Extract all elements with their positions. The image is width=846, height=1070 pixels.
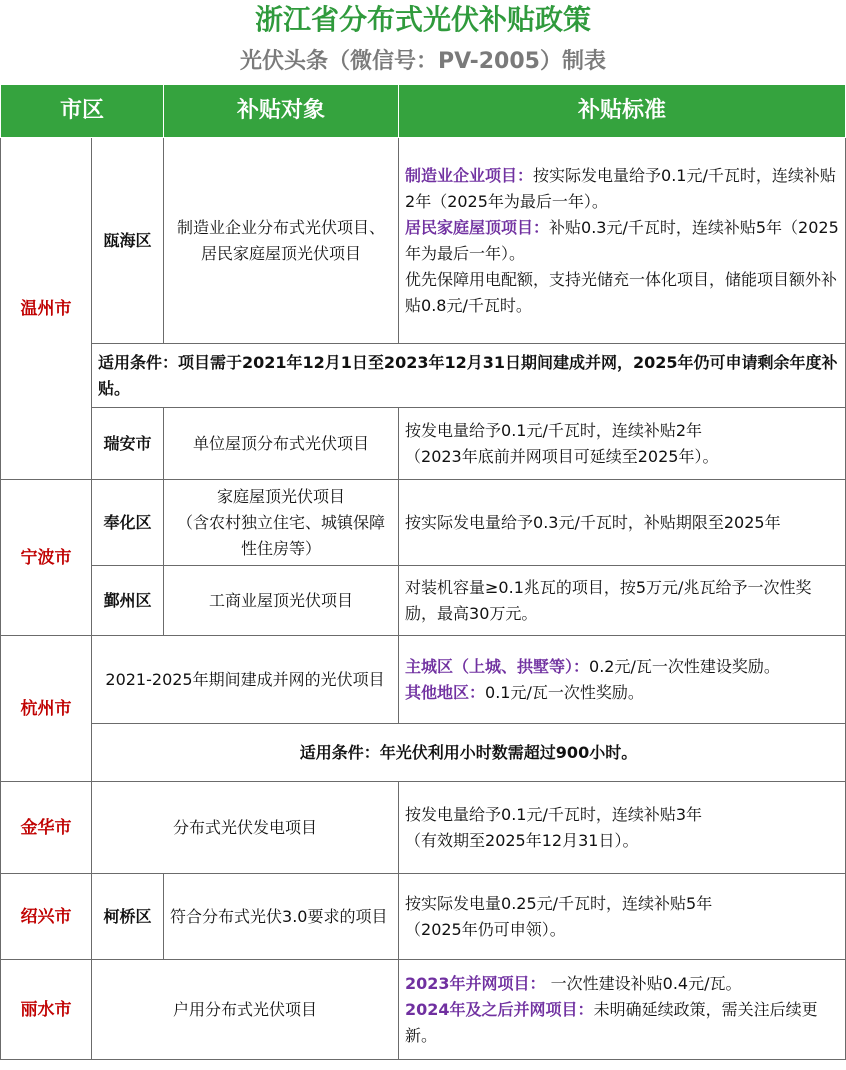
page-subtitle: 光伏头条（微信号：PV-2005）制表 [240, 49, 606, 74]
target-jinhua: 分布式光伏发电项目 [92, 782, 399, 874]
city-ningbo: 宁波市 [1, 480, 92, 636]
standard-ouhai [399, 138, 846, 344]
text-2023-projects: 一次性建设补贴0.4元/瓦。 [545, 973, 742, 993]
district-fenghua: 奉化区 [92, 480, 164, 566]
target-fenghua-line1: 家庭屋顶光伏项目 [217, 486, 346, 506]
header-target: 补贴对象 [164, 85, 399, 138]
city-shaoxing: 绍兴市 [1, 874, 92, 960]
target-fenghua-line2: （含农村独立住宅、城镇保障性住房等） [177, 512, 386, 558]
standard-jinhua-line1: 按发电量给予0.1元/千瓦时，连续补贴3年 [405, 804, 703, 824]
standard-jinhua [399, 782, 846, 874]
label-other-district: 其他地区： [405, 682, 486, 702]
label-2023-projects: 2023年并网项目： [405, 973, 546, 993]
table-row [1, 724, 846, 782]
standard-shaoxing [399, 874, 846, 960]
standard-ruian [399, 408, 846, 480]
table-row [1, 960, 846, 1060]
target-hangzhou: 2021-2025年期间建成并网的光伏项目 [92, 636, 399, 724]
standard-jinhua-line2: （有效期至2025年12月31日）。 [405, 830, 639, 850]
standard-fenghua: 按实际发电量给予0.3元/千瓦时，补贴期限至2025年 [399, 480, 846, 566]
table-row [1, 480, 846, 566]
subsidy-table [0, 84, 846, 1060]
standard-shaoxing-line2: （2025年仍可申领）。 [405, 919, 566, 939]
city-wenzhou: 温州市 [1, 138, 92, 480]
text-manufacturing: 按实际发电量给予0.1元/千瓦时，连续补贴2年（2025年为最后一年）。 [405, 165, 836, 211]
header-region: 市区 [1, 85, 164, 138]
table-row [1, 566, 846, 636]
city-lishui: 丽水市 [1, 960, 92, 1060]
text-other-district: 0.1元/瓦一次性奖励。 [485, 682, 644, 702]
table-row [1, 636, 846, 724]
target-lishui: 户用分布式光伏项目 [92, 960, 399, 1060]
district-ouhai: 瓯海区 [92, 138, 164, 344]
condition-hangzhou: 适用条件：年光伏利用小时数需超过900小时。 [92, 724, 846, 782]
condition-wenzhou: 适用条件：项目需于2021年12月1日至2023年12月31日期间建成并网，2025年仍可申请剩余年度补贴。 [92, 344, 846, 408]
label-2024-projects: 2024年及之后并网项目： [405, 999, 594, 1019]
target-ruian: 单位屋顶分布式光伏项目 [164, 408, 399, 480]
table-row [1, 408, 846, 480]
target-ouhai: 制造业企业分布式光伏项目、居民家庭屋顶光伏项目 [164, 138, 399, 344]
district-ruian: 瑞安市 [92, 408, 164, 480]
page-title: 浙江省分布式光伏补贴政策 [254, 3, 591, 36]
table-row [1, 344, 846, 408]
standard-ruian-line2: （2023年底前并网项目可延续至2025年）。 [405, 446, 719, 466]
district-yinzhou: 鄞州区 [92, 566, 164, 636]
label-residential: 居民家庭屋顶项目： [405, 217, 550, 237]
city-jinhua: 金华市 [1, 782, 92, 874]
label-main-district: 主城区（上城、拱墅等）： [405, 656, 590, 676]
target-yinzhou: 工商业屋顶光伏项目 [164, 566, 399, 636]
header-standard: 补贴标准 [399, 85, 846, 138]
table-header-row [1, 85, 846, 138]
text-2024-projects: 未明确延续政策，需关注后续更新。 [405, 999, 818, 1045]
target-shaoxing: 符合分布式光伏3.0要求的项目 [164, 874, 399, 960]
standard-hangzhou [399, 636, 846, 724]
table-row [1, 138, 846, 344]
text-main-district: 0.2元/瓦一次性建设奖励。 [589, 656, 780, 676]
standard-shaoxing-line1: 按实际发电量0.25元/千瓦时，连续补贴5年 [405, 893, 713, 913]
standard-lishui [399, 960, 846, 1060]
city-hangzhou: 杭州市 [1, 636, 92, 782]
label-manufacturing: 制造业企业项目： [405, 165, 534, 185]
standard-yinzhou: 对装机容量≥0.1兆瓦的项目，按5万元/兆瓦给予一次性奖励，最高30万元。 [399, 566, 846, 636]
standard-ruian-line1: 按发电量给予0.1元/千瓦时，连续补贴2年 [405, 420, 703, 440]
target-fenghua [164, 480, 399, 566]
text-storage: 优先保障用电配额，支持光储充一体化项目，储能项目额外补贴0.8元/千瓦时。 [405, 269, 838, 315]
district-keqiao: 柯桥区 [92, 874, 164, 960]
text-residential: 补贴0.3元/千瓦时，连续补贴5年（2025年为最后一年）。 [405, 217, 839, 263]
table-row [1, 782, 846, 874]
table-row [1, 874, 846, 960]
